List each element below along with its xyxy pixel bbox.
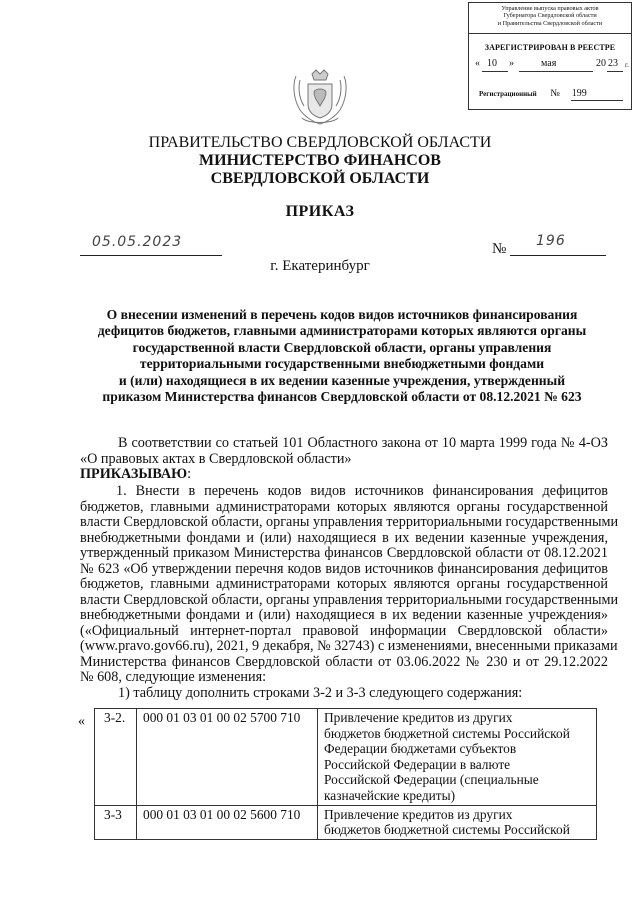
stamp-year-prefix: 20 (596, 58, 606, 69)
row-number: 3-3 (95, 805, 137, 839)
title-line: приказом Министерства финансов Свердловской области от 08.12.2021 № 623 (102, 389, 582, 405)
stamp-reg-value: 199 (571, 88, 587, 99)
desc-line: Российской Федерации в валюте (324, 756, 511, 772)
desc-line: Привлечение кредитов из других (324, 806, 513, 822)
item-1-line: Министерства финансов Свердловской области от 03.06.2022 № 230 и от 29.12.2022 (80, 653, 608, 670)
row-number: 3-2. (95, 709, 137, 806)
registration-stamp: Управление выпуска правовых актов Губернатора Свердловской области и Правительства Свердловской области ЗАРЕГИСТРИРОВАН В РЕЕСТРЕ « 10 » мая 20 23 г. Регистрационный № 199 (468, 2, 632, 110)
stamp-reg-label: Регистрационный (479, 90, 537, 98)
row-code: 000 01 03 01 00 02 5600 710 (137, 805, 318, 839)
title-line: О внесении изменений в перечень кодов видов источников финансирования (106, 307, 578, 322)
title-line: дефицитов бюджетов, главными администраторами которых являются органы (97, 323, 587, 339)
number-underline (510, 255, 606, 256)
government-name: ПРАВИТЕЛЬСТВО СВЕРДЛОВСКОЙ ОБЛАСТИ (148, 134, 492, 151)
desc-line: бюджетов бюджетной системы Российской (324, 822, 570, 838)
item-1-line: 1. Внести в перечень кодов видов источников финансирования дефицитов (116, 483, 608, 499)
item-1 (80, 483, 619, 701)
item-1-line: внебюджетными фондами и (или) находящиеся в их ведении казенные учреждения, (80, 529, 608, 546)
city: г. Екатеринбург (270, 258, 370, 274)
stamp-header (469, 3, 631, 34)
desc-line: бюджетов бюджетной системы Российской (324, 725, 570, 741)
document-title (82, 307, 602, 405)
item-1-line: (www.pravo.gov66.ru), 2021, 9 декабря, № 32743) с изменениями, внесенными приказами (80, 638, 618, 654)
stamp-month: мая (541, 58, 557, 69)
title-line: государственной власти Свердловской области, органы управления (132, 339, 552, 355)
row-description (318, 805, 597, 839)
title-line: и (или) находящиеся в их ведении казенные учреждения, утвержденный (118, 372, 566, 388)
item-1-line: («Официальный интернет-портал правовой информации Свердловской области» (80, 622, 608, 639)
coat-of-arms-icon (290, 66, 350, 130)
stamp-year-suffix: 23 (608, 58, 618, 69)
item-1-line: № 608, следующие изменения: (80, 669, 267, 685)
preamble (80, 436, 608, 483)
stamp-header-line: Управление выпуска правовых актов (501, 5, 599, 12)
item-1-line: № 623 «Об утверждении перечня кодов видов источников финансирования дефицитов (80, 560, 608, 577)
title-line: территориальными государственными внебюджетными фондами (139, 356, 545, 372)
desc-line: казначейские кредиты) (324, 787, 456, 803)
stamp-day: 10 (487, 58, 497, 69)
table-row (95, 709, 597, 806)
ministry-name: МИНИСТЕРСТВО ФИНАНСОВ (199, 152, 441, 169)
order-word: ПРИКАЗЫВАЮ (80, 466, 188, 482)
stamp-reg-no-sign: № (550, 88, 560, 99)
preamble-line: «О правовых актах в Свердловской области» (80, 450, 352, 467)
item-1-line: бюджетов, главными администраторами которых являются органы государственной (80, 576, 608, 592)
date-underline (80, 255, 222, 256)
row-code: 000 01 03 01 00 02 5700 710 (137, 709, 318, 806)
order-colon: : (187, 466, 192, 482)
item-1-line: бюджетов, главными администраторами которых являются органы государственной (80, 498, 608, 515)
stamp-header-line: и Правительства Свердловской области (497, 19, 603, 27)
document-number: 196 (536, 233, 566, 249)
open-quote: « (78, 714, 85, 729)
desc-line: Привлечение кредитов из других (324, 710, 513, 725)
region-name: СВЕРДЛОВСКОЙ ОБЛАСТИ (210, 170, 430, 187)
order-word-line (80, 467, 608, 483)
document-number-label: № (492, 241, 507, 257)
stamp-registered-label: ЗАРЕГИСТРИРОВАН В РЕЕСТРЕ (484, 43, 616, 52)
desc-line: Российской Федерации (специальные (324, 772, 539, 788)
row-description (318, 709, 597, 806)
stamp-header-line: Губернатора Свердловской области (503, 12, 597, 20)
preamble-line: В соответствии со статьей 101 Областного закона от 10 марта 1999 года № 4-ОЗ (118, 435, 608, 451)
document-type: ПРИКАЗ (285, 203, 355, 220)
item-1-line: власти Свердловской области, органы управления территориальными государственными (80, 514, 619, 530)
stamp-year-unit: г. (625, 61, 629, 69)
stamp-reg-number (479, 88, 587, 99)
codes-table (94, 708, 597, 840)
item-1-line: власти Свердловской области, органы управления территориальными государственными (80, 591, 619, 608)
desc-line: Федерации бюджетами субъектов (324, 741, 517, 757)
subitem-1: 1) таблицу дополнить строками 3-2 и 3-3 следующего содержания: (118, 684, 523, 701)
document-date: 05.05.2023 (92, 234, 183, 250)
item-1-line: внебюджетными фондами и (или) находящиеся в их ведении казенные учреждения» (80, 607, 608, 623)
table-row (95, 805, 597, 839)
item-1-line: утвержденный приказом Министерства финансов Свердловской области от 08.12.2021 (80, 545, 608, 561)
